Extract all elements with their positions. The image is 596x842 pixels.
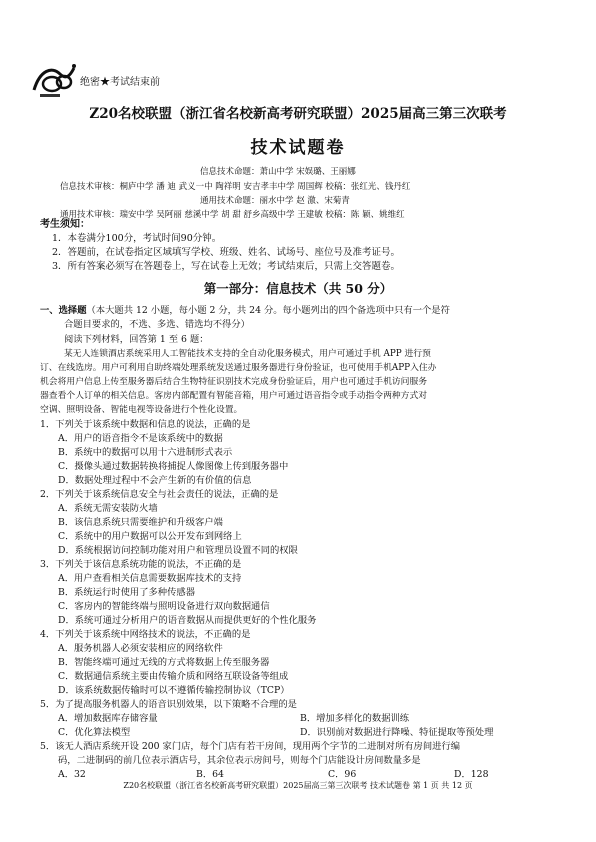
notice-item-2: 2．答题前，在试卷指定区域填写学校、班级、姓名、试场号、座位号及准考证号。: [52, 247, 401, 258]
q3-option-b: B．系统运行时使用了多种传感器: [58, 587, 195, 598]
q6-option-a: A．32: [58, 769, 86, 780]
exam-title: Z20名校联盟（浙江省名校新高考研究联盟）2025届高三第三次联考: [89, 106, 507, 122]
material-line-3: 机会将用户信息上传至服务器后结合生物特征识别技术完成身份验证后，用户也可通过手机访问服务: [40, 377, 428, 387]
section-intro-1: 一、选择题（本大题共 12 小题，每小题 2 分，共 24 分。每小题列出的四个备选项中只有一个是符: [40, 305, 450, 316]
q6-stem-line-2: 码，二进制码的前几位表示酒店号，其余位表示房间号，则每个门店能设计房间数量多是: [58, 755, 421, 766]
page-footer: Z20名校联盟（浙江省名校新高考研究联盟）2025届高三第三次联考 技术试题卷 第 1 页 共 12 页: [123, 781, 473, 790]
material-line-1: 某无人连锁酒店系统采用人工智能技术支持的全自动化服务模式，用户可通过手机 APP 进行预: [64, 349, 431, 359]
q6-stem-line-1: 5．该无人酒店系统开设 200 家门店，每个门店有若干房间，现用两个字节的二进制对所有房间进行编: [40, 741, 461, 752]
q4-option-d: D．该系统数据传输时可以不遵循传输控制协议（TCP）: [58, 685, 290, 696]
notice-heading: 考生须知：: [40, 219, 90, 230]
section-intro-2: 合题目要求的，不选、多选、错选均不得分）: [64, 319, 250, 330]
credit-line-4: 通用技术审核：瑞安中学 吴阿丽 慈溪中学 胡 甜 舒乡高级中学 王建敏 校稿：陈 颖、姚维红: [60, 210, 405, 220]
credit-line-3: 通用技术命题：丽水中学 赵 激、宋菊青: [200, 196, 350, 206]
q2-option-c: C．系统中的用户数据可以公开发布到网络上: [58, 531, 242, 542]
doc-title: 技术试题卷: [250, 138, 346, 158]
notice-item-3: 3．所有答案必须写在答题卷上，写在试卷上无效；考试结束后，只需上交答题卷。: [52, 261, 401, 272]
q1-option-b: B．系统中的数据可以用十六进制形式表示: [58, 447, 233, 458]
q4-option-a: A．服务机器人必须安装相应的网络软件: [58, 643, 223, 654]
q5-option-b: B．增加多样化的数据训练: [300, 713, 410, 724]
z20-logo-icon: [30, 60, 78, 100]
q1-stem: 1．下列关于该系统中数据和信息的说法，正确的是: [40, 419, 251, 430]
q6-option-d: D．128: [454, 769, 489, 780]
material-line-4: 器查看个人订单的相关信息。客房内部配置有智能音箱，用户可通过语音指令或手动指令两种方式对: [40, 391, 428, 401]
q1-option-c: C．摄像头通过数据转换将捕捉人像图像上传到服务器中: [58, 461, 289, 472]
material-line-5: 空调、照明设备、智能电视等设备进行个性化设置。: [40, 405, 243, 415]
q1-option-a: A．用户的语音指令不是该系统中的数据: [58, 433, 223, 444]
q2-stem: 2．下列关于该系统信息安全与社会责任的说法，正确的是: [40, 489, 279, 500]
q4-option-c: C．数据通信系统主要由传输介质和网络互联设备等组成: [58, 671, 289, 682]
q3-option-d: D．系统可通过分析用户的语音数据从而提供更好的个性化服务: [58, 615, 317, 626]
q4-option-b: B．智能终端可通过无线的方式将数据上传至服务器: [58, 657, 270, 668]
material-line-2: 订、在线选房。用户可利用自助终端处理系统发送通过服务器进行身份验证，也可使用手机APP入住办: [40, 363, 437, 373]
part-title: 第一部分：信息技术（共 50 分）: [203, 281, 393, 296]
q2-option-d: D．系统根据访问控制功能对用户和管理员设置不同的权限: [58, 545, 298, 556]
q5-stem: 5．为了提高服务机器人的语音识别效果，以下策略不合理的是: [40, 699, 297, 710]
section-heading: 一、选择题: [40, 305, 87, 316]
q4-stem: 4．下列关于该系统中网络技术的说法，不正确的是: [40, 629, 251, 640]
credit-line-1: 信息技术命题：萧山中学 宋娱璐、王丽娜: [200, 167, 356, 177]
notice-item-1: 1．本卷满分100分，考试时间90分钟。: [52, 233, 222, 244]
q3-stem: 3．下列关于该信息系统功能的说法，不正确的是: [40, 559, 242, 570]
q5-option-a: A．增加数据库存储容量: [58, 713, 158, 724]
q3-option-c: C．客房内的智能终端与照明设备进行双向数据通信: [58, 601, 270, 612]
q6-option-c: C．96: [328, 769, 357, 780]
credit-line-2: 信息技术审核：桐庐中学 潘 迪 武义一中 陶祥明 安吉孝丰中学 周国辉 校稿：张红光、钱丹红: [60, 182, 411, 192]
reading-intro: 阅读下列材料，回答第 1 至 6 题：: [64, 334, 209, 345]
q2-option-b: B．该信息系统只需要维护和升级客户端: [58, 517, 223, 528]
q3-option-a: A．用户查看相关信息需要数据库技术的支持: [58, 573, 242, 584]
q5-option-d: D．识别前对数据进行降噪、特征提取等预处理: [300, 727, 494, 738]
q2-option-a: A．系统无需安装防火墙: [58, 503, 158, 514]
secret-label: 绝密★考试结束前: [80, 77, 160, 88]
q6-option-b: B．64: [196, 769, 224, 780]
q5-option-c: C．优化算法模型: [58, 727, 131, 738]
q1-option-d: D．数据处理过程中不会产生新的有价值的信息: [58, 475, 252, 486]
